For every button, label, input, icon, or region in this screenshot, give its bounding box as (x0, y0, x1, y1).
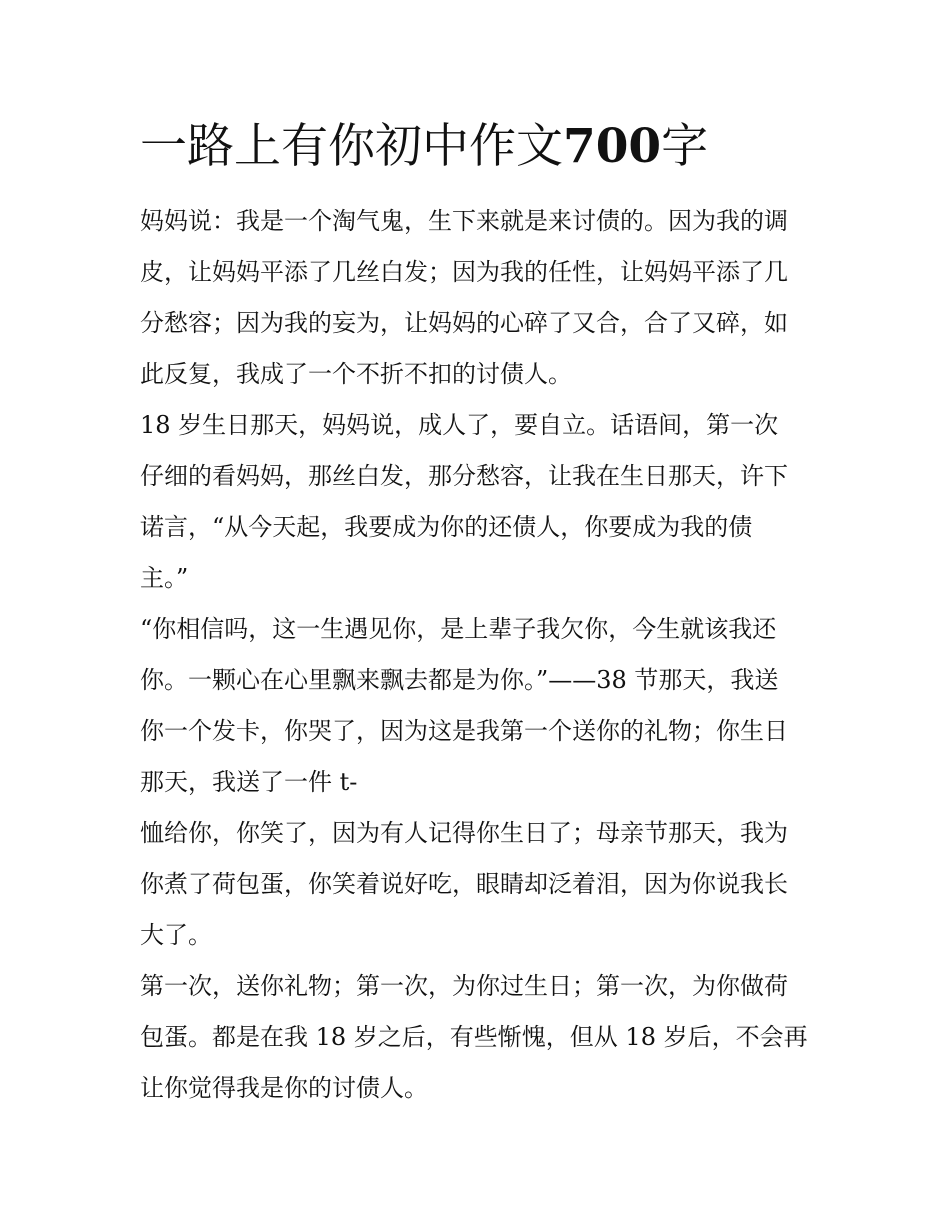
text-line: 让你觉得我是你的讨债人。 (140, 1074, 428, 1102)
text-line: 恤给你，你笑了，因为有人记得你生日了；母亲节那天，我为 (140, 819, 788, 847)
document-title (140, 118, 840, 176)
title-text: 一路上有你初中作文 (140, 119, 563, 174)
text-line: 诺言，“从今天起，我要成为你的还债人，你要成为我的债 (140, 513, 753, 541)
text-line: 皮，让妈妈平添了几丝白发；因为我的任性，让妈妈平添了几 (140, 258, 788, 286)
title-suffix: 字 (661, 119, 709, 174)
text-line: 妈妈说：我是一个淘气鬼，生下来就是来讨债的。因为我的调 (140, 207, 788, 235)
text-line: “你相信吗，这一生遇见你，是上辈子我欠你，今生就该我还 (140, 615, 777, 643)
text-line: 第一次，送你礼物；第一次，为你过生日；第一次，为你做荷 (140, 972, 788, 1000)
text-line: 包蛋。都是在我 18 岁之后，有些惭愧，但从 18 岁后，不会再 (140, 1023, 808, 1051)
text-line: 此反复，我成了一个不折不扣的讨债人。 (140, 360, 572, 388)
text-line: 你。一颗心在心里飘来飘去都是为你。”——38 节那天，我送 (140, 666, 779, 694)
text-line: 主。” (140, 564, 189, 592)
text-line: 你煮了荷包蛋，你笑着说好吃，眼睛却泛着泪，因为你说我长 (140, 870, 788, 898)
text-line: 那天，我送了一件 t- (140, 768, 358, 796)
text-line: 18 岁生日那天，妈妈说，成人了，要自立。话语间，第一次 (140, 411, 779, 439)
text-line: 仔细的看妈妈，那丝白发，那分愁容，让我在生日那天，许下 (140, 462, 788, 490)
text-line: 分愁容；因为我的妄为，让妈妈的心碎了又合，合了又碎，如 (140, 309, 788, 337)
text-line: 大了。 (140, 921, 212, 949)
title-number: 700 (563, 119, 662, 174)
text-line: 你一个发卡，你哭了，因为这是我第一个送你的礼物；你生日 (140, 717, 788, 745)
